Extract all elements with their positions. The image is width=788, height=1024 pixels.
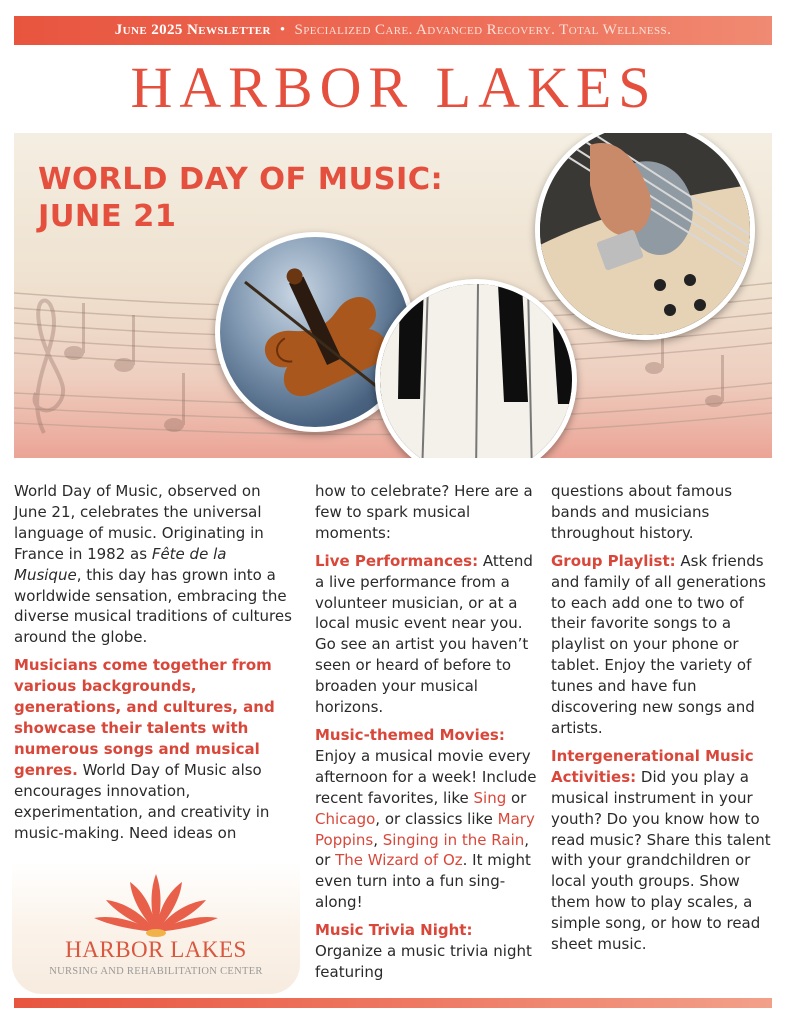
movie-title-singing-in-the-rain: Singing in the Rain — [382, 830, 525, 849]
bottom-accent-bar — [14, 998, 772, 1008]
intergenerational-heading: Intergenerational Music Activities: — [551, 746, 754, 786]
lotus-flower-icon — [92, 870, 220, 938]
article-column-3 — [551, 481, 771, 962]
hero-title — [38, 161, 443, 235]
live-performances-item: Live Performances: Attend a live performance from a volunteer musician, or at a local music event near you. Go see an artist you haven’t seen or heard of before to broaden your musical horizons. — [315, 551, 533, 717]
hero-title-line1: WORLD DAY OF MUSIC: — [38, 162, 444, 197]
movie-title-sing: Sing — [473, 788, 507, 807]
article-column-1 — [14, 481, 294, 850]
movie-title-chicago: Chicago — [315, 809, 376, 828]
highlight-text: Musicians come together from various backgrounds, generations, and cultures, and showcase their talents with numerous songs and musical genres. — [14, 656, 275, 779]
tagline: Specialized Care. Advanced Recovery. Total Wellness. — [294, 22, 672, 38]
music-movies-heading: Music-themed Movies: — [315, 725, 505, 744]
music-trivia-heading: Music Trivia Night: — [315, 921, 473, 940]
bass-guitar-photo — [535, 133, 755, 340]
newsletter-edition: June 2025 Newsletter — [114, 22, 271, 38]
logo-name: HARBOR LAKES — [65, 937, 247, 962]
trivia-continued: questions about famous bands and musicians throughout history. — [551, 482, 733, 542]
movie-title-mary-poppins: Mary Poppins — [315, 809, 535, 849]
music-movies-item: Music-themed Movies: Enjoy a musical movie every afternoon for a week! Include recent favorites, like Sing or Chicago, or classics like Mary Poppins, Singing in the Rain, or The Wizard of Oz. It might even turn into a fun sing-along! — [315, 725, 537, 912]
logo-subtitle: NURSING AND REHABILITATION CENTER — [49, 966, 263, 977]
intergenerational-item: Intergenerational Music Activities: Did you play a musical instrument in your youth? Do you know how to read music? Share this talent with your grandchildren or local youth groups. Show them how to play scales, a simple song, or how to read sheet music. — [551, 746, 771, 954]
facility-logo — [12, 862, 300, 994]
top-banner — [14, 16, 772, 45]
article-column-2 — [315, 481, 539, 990]
movie-title-wizard-of-oz: The Wizard of Oz — [335, 851, 463, 870]
fete-de-la-musique-italic: Fête de la Musique — [14, 544, 227, 584]
music-trivia-item: Music Trivia Night: Organize a music trivia night featuring — [315, 921, 532, 981]
highlight-paragraph: Musicians come together from various backgrounds, generations, and cultures, and showcase their talents with numerous songs and musical genres. World Day of Music also encourages innovation, experimentation, and creativity in music-making. Need ideas on — [14, 656, 275, 842]
group-playlist-heading: Group Playlist: — [551, 551, 676, 570]
hero-banner — [14, 133, 772, 458]
group-playlist-item: Group Playlist: Ask friends and family of all generations to each add one to two of their favorite songs to a playlist on your phone or tablet. Enjoy the variety of tunes and have fun discovering new songs and artists. — [551, 551, 766, 737]
ideas-lead: how to celebrate? Here are a few to spark musical moments: — [315, 482, 533, 542]
masthead-title: HARBOR LAKES — [130, 55, 658, 120]
separator-dot: • — [279, 22, 286, 38]
hero-title-line2: JUNE 21 — [38, 199, 177, 234]
live-performances-heading: Live Performances: — [315, 551, 479, 570]
intro-paragraph: World Day of Music, observed on June 21, celebrates the universal language of music. Originating in France in 1982 as Fête de la Musique, this day has grown into a worldwide sensation, embracing the diverse musical traditions of cultures around the globe. — [14, 482, 292, 647]
